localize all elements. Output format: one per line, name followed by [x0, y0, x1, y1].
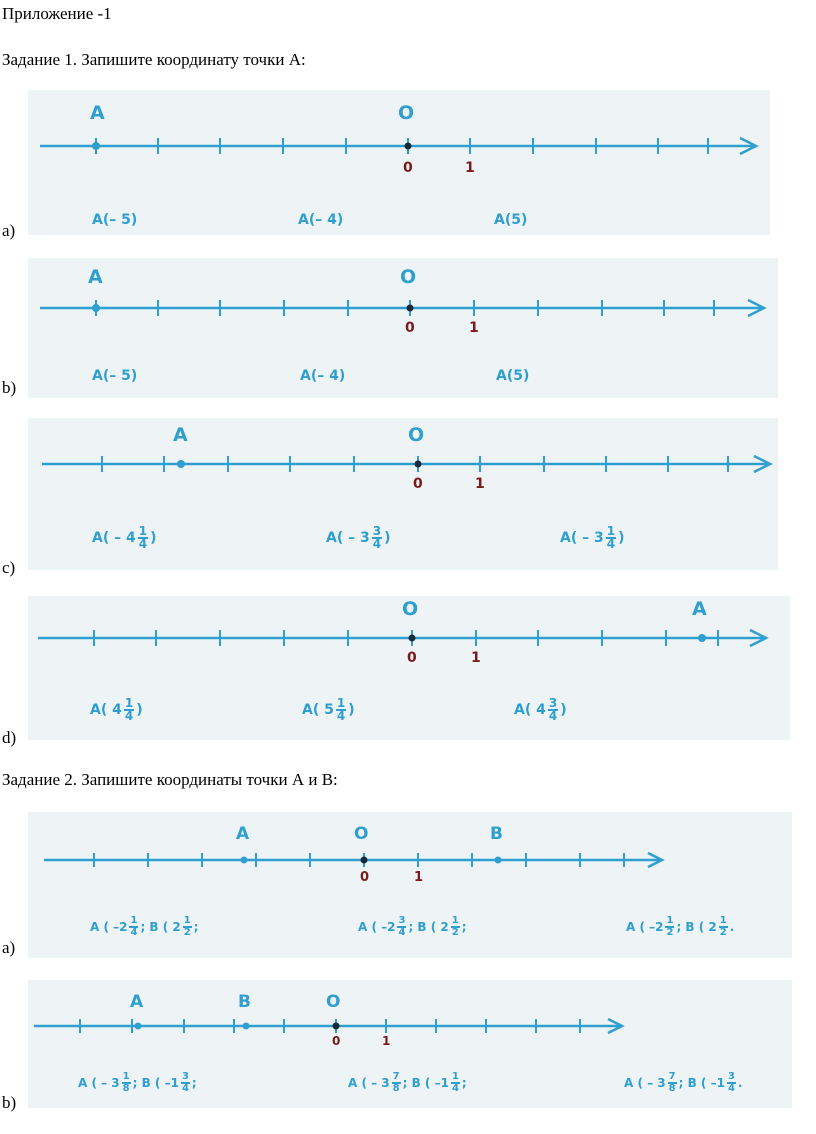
option-2[interactable]: [326, 526, 391, 550]
point-a-dot: [92, 142, 100, 150]
option-text: A ( –2: [626, 920, 664, 934]
task1-b-letter: b): [2, 378, 17, 397]
option-text: ; B ( –1: [402, 1076, 449, 1090]
option-text: A( – 4: [92, 530, 136, 546]
option-3[interactable]: [560, 526, 625, 550]
option-3[interactable]: [626, 916, 734, 938]
denominator: 8: [668, 1083, 676, 1094]
numerator: 7: [392, 1071, 400, 1082]
option-text: ;: [461, 1076, 467, 1090]
numerator: 3: [181, 1071, 189, 1082]
one-label: 1: [414, 870, 424, 885]
task2-a-panel: [28, 812, 792, 958]
option-text: ): [136, 702, 143, 718]
denominator: 4: [548, 709, 558, 723]
option-text: A ( – 3: [624, 1076, 666, 1090]
fraction: [665, 916, 674, 938]
numerator: 1: [138, 524, 148, 538]
task1-d-panel: [28, 596, 790, 740]
point-b-label: B: [238, 992, 251, 1012]
option-text: ): [384, 530, 391, 546]
option-text: A ( – 3: [348, 1076, 390, 1090]
point-b-label: B: [490, 824, 503, 844]
point-b-dot: [495, 857, 502, 864]
origin-label: O: [326, 992, 341, 1012]
option-text: .: [737, 1076, 743, 1090]
numerator: 3: [727, 1071, 735, 1082]
option-1[interactable]: [90, 916, 199, 938]
option-text: A ( –2: [358, 920, 396, 934]
denominator: 2: [183, 927, 191, 938]
option-2[interactable]: [358, 916, 467, 938]
denominator: 8: [122, 1083, 130, 1094]
one-label: 1: [475, 476, 485, 492]
fraction: [548, 698, 558, 722]
origin-dot: [361, 857, 368, 864]
one-label: 1: [469, 320, 479, 336]
point-a-label: A: [130, 992, 144, 1012]
task1-a-letter: a): [2, 221, 16, 240]
point-a-dot: [698, 634, 706, 642]
denominator: 4: [138, 537, 148, 551]
option-text: ; B ( 2: [140, 920, 181, 934]
option-text: ;: [191, 1076, 197, 1090]
origin-label: O: [400, 266, 417, 288]
numerator: 7: [668, 1071, 676, 1082]
option-text: ): [150, 530, 157, 546]
denominator: 4: [398, 927, 406, 938]
option-1[interactable]: A(– 5): [92, 212, 138, 228]
denominator: 4: [372, 537, 382, 551]
denominator: 2: [451, 927, 459, 938]
option-text: A( – 3: [326, 530, 370, 546]
denominator: 4: [451, 1083, 459, 1094]
point-a-label: A: [173, 424, 188, 446]
fraction: [606, 526, 616, 550]
option-text: ; B ( –1: [132, 1076, 179, 1090]
numerator: 3: [372, 524, 382, 538]
one-label: 1: [465, 160, 475, 176]
point-a-label: A: [692, 598, 707, 620]
point-a-dot: [135, 1023, 142, 1030]
fraction: [451, 916, 460, 938]
numerator: 1: [606, 524, 616, 538]
origin-label: O: [408, 424, 425, 446]
numerator: 1: [666, 915, 674, 926]
zero-label: 0: [403, 160, 413, 176]
option-text: A( 4: [514, 702, 546, 718]
denominator: 4: [727, 1083, 735, 1094]
task1-d-letter: d): [2, 728, 17, 747]
option-3[interactable]: A(5): [496, 368, 530, 384]
origin-dot: [409, 635, 416, 642]
one-label: 1: [471, 650, 481, 666]
numerator: 1: [122, 1071, 130, 1082]
option-3[interactable]: A(5): [494, 212, 528, 228]
option-1[interactable]: [78, 1072, 197, 1094]
numerator: 1: [719, 915, 727, 926]
task1-a-panel: [28, 90, 770, 235]
denominator: 4: [130, 927, 138, 938]
option-text: ;: [461, 920, 467, 934]
fraction: [372, 526, 382, 550]
option-text: A ( – 3: [78, 1076, 120, 1090]
option-text: ;: [193, 920, 199, 934]
page-title: Приложение -1: [2, 4, 112, 23]
origin-label: O: [354, 824, 369, 844]
numerator: 1: [130, 915, 138, 926]
fraction: [129, 916, 138, 938]
zero-label: 0: [413, 476, 423, 492]
fraction: [138, 526, 148, 550]
fraction: [392, 1072, 401, 1094]
task2-title: Задание 2. Запишите координаты точки А и В:: [2, 770, 338, 789]
fraction: [181, 1072, 190, 1094]
point-b-dot: [243, 1023, 250, 1030]
one-label: 1: [382, 1034, 391, 1048]
denominator: 4: [124, 709, 134, 723]
option-text: A( 5: [302, 702, 334, 718]
task1-title: Задание 1. Запишите координату точки А:: [2, 50, 306, 69]
fraction: [719, 916, 728, 938]
task1-b-panel: [28, 258, 778, 398]
option-1[interactable]: [92, 526, 157, 550]
task2-b-panel: [28, 980, 792, 1108]
fraction: [122, 1072, 131, 1094]
origin-label: O: [402, 598, 419, 620]
numerator: 1: [336, 696, 346, 710]
point-a-label: A: [88, 266, 103, 288]
option-3[interactable]: [514, 698, 567, 722]
denominator: 4: [336, 709, 346, 723]
task1-c-panel: [28, 418, 778, 570]
origin-dot: [407, 305, 414, 312]
zero-label: 0: [405, 320, 415, 336]
numerator: 1: [183, 915, 191, 926]
option-text: ; B ( 2: [676, 920, 717, 934]
fraction: [183, 916, 192, 938]
option-text: ; B ( 2: [408, 920, 449, 934]
option-text: A( – 3: [560, 530, 604, 546]
fraction: [668, 1072, 677, 1094]
option-text: A ( –2: [90, 920, 128, 934]
fraction: [397, 916, 406, 938]
numerator: 1: [451, 915, 459, 926]
fraction: [451, 1072, 460, 1094]
fraction: [336, 698, 346, 722]
origin-dot: [405, 143, 412, 150]
option-1[interactable]: [90, 698, 143, 722]
numerator: 1: [451, 1071, 459, 1082]
point-a-dot: [241, 857, 248, 864]
option-2[interactable]: [348, 1072, 467, 1094]
zero-label: 0: [407, 650, 417, 666]
task2-b-letter: b): [2, 1093, 17, 1112]
point-a-label: A: [90, 102, 105, 124]
option-3[interactable]: [624, 1072, 742, 1094]
point-a-dot: [177, 460, 185, 468]
option-2[interactable]: A(– 4): [298, 212, 344, 228]
zero-label: 0: [360, 870, 370, 885]
task2-a-letter: a): [2, 938, 16, 957]
option-1[interactable]: A(– 5): [92, 368, 138, 384]
point-a-label: A: [236, 824, 250, 844]
origin-label: O: [398, 102, 415, 124]
option-text: A( 4: [90, 702, 122, 718]
denominator: 4: [606, 537, 616, 551]
option-text: ): [618, 530, 625, 546]
zero-label: 0: [332, 1034, 341, 1048]
numerator: 3: [398, 915, 406, 926]
option-2[interactable]: A(– 4): [300, 368, 346, 384]
task1-c-letter: c): [2, 558, 16, 577]
numerator: 3: [548, 696, 558, 710]
option-2[interactable]: [302, 698, 355, 722]
denominator: 2: [719, 927, 727, 938]
option-text: .: [729, 920, 735, 934]
fraction: [124, 698, 134, 722]
denominator: 4: [181, 1083, 189, 1094]
option-text: ; B ( –1: [678, 1076, 725, 1090]
denominator: 2: [666, 927, 674, 938]
origin-dot: [415, 461, 422, 468]
denominator: 8: [392, 1083, 400, 1094]
fraction: [727, 1072, 736, 1094]
option-text: ): [560, 702, 567, 718]
numerator: 1: [124, 696, 134, 710]
option-text: ): [348, 702, 355, 718]
point-a-dot: [92, 304, 100, 312]
origin-dot: [333, 1023, 340, 1030]
